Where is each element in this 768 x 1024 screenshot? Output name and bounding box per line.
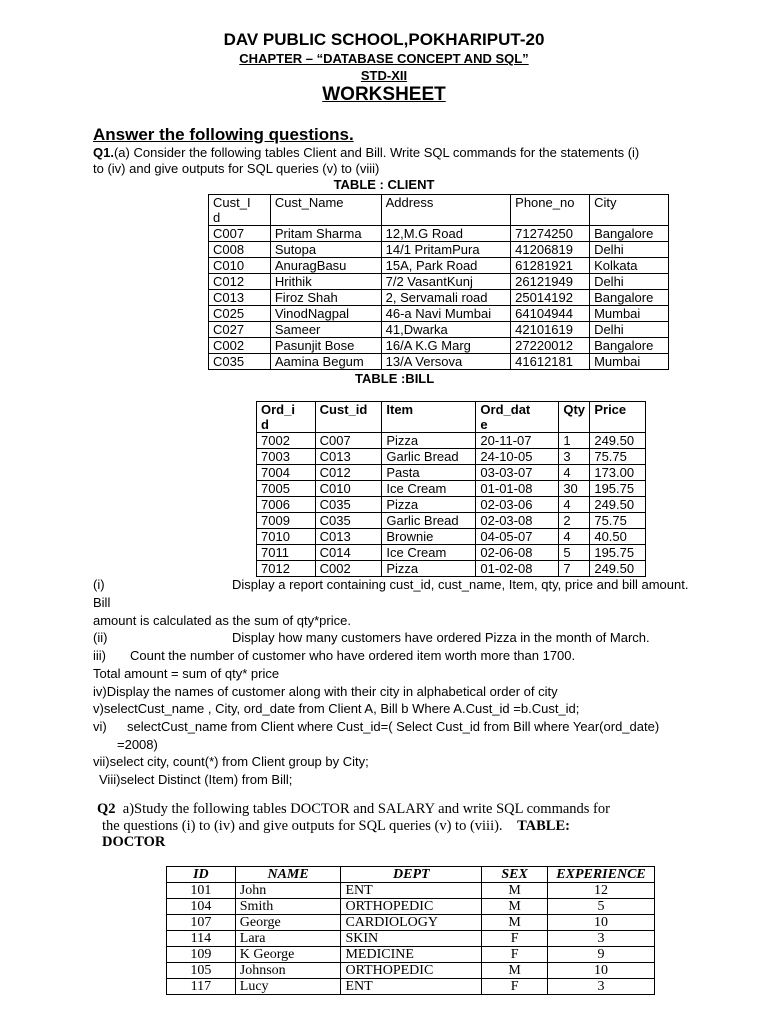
bill-table-cell: 173.00 (590, 465, 646, 481)
bill-table-cell: 249.50 (590, 497, 646, 513)
bill-table-cell: 02-03-06 (476, 497, 559, 513)
q2-table-word: TABLE: (517, 818, 570, 834)
doctor-table-cell: ORTHOPEDIC (341, 899, 482, 915)
q2-intro-cont (102, 818, 570, 835)
client-table-cell: C002 (209, 338, 271, 354)
doctor-table-header-cell: EXPERIENCE (548, 867, 655, 883)
q1-intro (93, 145, 639, 161)
client-table-body (209, 226, 669, 370)
doctor-table-cell: Lara (235, 931, 341, 947)
bill-table-cell: 249.50 (590, 433, 646, 449)
doctor-table-cell: F (482, 931, 548, 947)
q1-item-ii-text: Display how many customers have ordered Pizza in the month of March. (232, 630, 650, 645)
client-table-cell: Pritam Sharma (270, 226, 381, 242)
bill-table-cell: 04-05-07 (476, 529, 559, 545)
bill-table-cell: C007 (315, 433, 382, 449)
bill-table-cell: 249.50 (590, 561, 646, 577)
client-table-cell: 16/A K.G Marg (381, 338, 511, 354)
doctor-table-cell: K George (235, 947, 341, 963)
bill-table-cell: 4 (559, 497, 590, 513)
q2-intro (97, 801, 610, 818)
doctor-table-cell: 12 (548, 883, 655, 899)
doctor-table-cell: M (482, 915, 548, 931)
bill-table-cell: C010 (315, 481, 382, 497)
q2-line2: the questions (i) to (iv) and give outputs for SQL queries (v) to (viii). (102, 818, 503, 834)
client-table-row (209, 242, 669, 258)
q1-item-v: v)selectCust_name , City, ord_date from Client A, Bill b Where A.Cust_id =b.Cust_id; (93, 701, 580, 716)
q1-item-i (93, 577, 689, 593)
bill-table-cell: 02-06-08 (476, 545, 559, 561)
q1-item-ii-num: (ii) (93, 630, 108, 645)
doctor-table-cell: M (482, 899, 548, 915)
bill-table-cell: Pizza (382, 433, 476, 449)
q1-item-i-text: Display a report containing cust_id, cust_name, Item, qty, price and bill amount. (232, 577, 689, 592)
bill-table (256, 401, 646, 577)
client-table-cell: 41,Dwarka (381, 322, 511, 338)
bill-table-header-cell: Item (382, 402, 476, 433)
doctor-table-cell: 9 (548, 947, 655, 963)
doctor-table-cell: Johnson (235, 963, 341, 979)
bill-table-cell: 02-03-08 (476, 513, 559, 529)
client-table-cell: Delhi (590, 242, 669, 258)
client-table-row (209, 354, 669, 370)
client-table-cell: 2, Servamali road (381, 290, 511, 306)
q2-line1: a)Study the following tables DOCTOR and SALARY and write SQL commands for (122, 801, 610, 817)
bill-table-cell: 7005 (257, 481, 316, 497)
bill-table-cell: 40.50 (590, 529, 646, 545)
q1-item-vi-text: selectCust_name from Client where Cust_id=( Select Cust_id from Bill where Year(ord_date) (127, 719, 660, 734)
doctor-header-row (167, 867, 655, 883)
doctor-table-cell: 104 (167, 899, 236, 915)
bill-table-row (257, 545, 646, 561)
client-table-cell: Sameer (270, 322, 381, 338)
doctor-table-cell: 114 (167, 931, 236, 947)
bill-table-cell: 20-11-07 (476, 433, 559, 449)
client-table-cell: C013 (209, 290, 271, 306)
doctor-table-cell: ENT (341, 883, 482, 899)
bill-table-header-cell: Ord_dat e (476, 402, 559, 433)
client-table-cell: 27220012 (511, 338, 590, 354)
client-table-cell: Bangalore (590, 338, 669, 354)
client-table-cell: C010 (209, 258, 271, 274)
bill-table-cell: C013 (315, 449, 382, 465)
bill-table-row (257, 433, 646, 449)
client-table-cell: Delhi (590, 274, 669, 290)
bill-table-cell: 7010 (257, 529, 316, 545)
bill-table-cell: 24-10-05 (476, 449, 559, 465)
std-label: STD-XII (360, 68, 408, 83)
q1-item-iii (93, 648, 576, 664)
doctor-table-row (167, 947, 655, 963)
bill-table-row (257, 497, 646, 513)
q1-item-vi-num: vi) (93, 719, 107, 734)
client-table-cell: 25014192 (511, 290, 590, 306)
bill-table-cell: Brownie (382, 529, 476, 545)
bill-table-cell: Garlic Bread (382, 449, 476, 465)
client-table-cell: 14/1 PritamPura (381, 242, 511, 258)
client-table-header-cell: Address (381, 195, 511, 226)
q1-item-ii (93, 630, 650, 646)
doctor-table-cell: 10 (548, 963, 655, 979)
bill-table-cell: 03-03-07 (476, 465, 559, 481)
client-table-row (209, 274, 669, 290)
bill-table-cell: 7011 (257, 545, 316, 561)
client-table-cell: C027 (209, 322, 271, 338)
bill-table-cell: Ice Cream (382, 545, 476, 561)
q1-label: Q1. (93, 145, 114, 160)
client-table-row (209, 258, 669, 274)
bill-table-cell: 7006 (257, 497, 316, 513)
client-table-row (209, 290, 669, 306)
bill-table-cell: Ice Cream (382, 481, 476, 497)
bill-table-cell: 7002 (257, 433, 316, 449)
doctor-table-cell: 107 (167, 915, 236, 931)
bill-table-cell: 4 (559, 465, 590, 481)
bill-table-cell: 75.75 (590, 449, 646, 465)
client-header-row (209, 195, 669, 226)
bill-table-cell: C013 (315, 529, 382, 545)
client-table-cell: 12,M.G Road (381, 226, 511, 242)
q1-item-iv: iv)Display the names of customer along with their city in alphabetical order of city (93, 684, 558, 699)
bill-table-header-cell: Qty (559, 402, 590, 433)
client-table-row (209, 322, 669, 338)
client-table-cell: Delhi (590, 322, 669, 338)
doctor-table-cell: 109 (167, 947, 236, 963)
bill-table-cell: 7012 (257, 561, 316, 577)
q1-item-vi (93, 719, 660, 735)
doctor-table-row (167, 931, 655, 947)
doctor-table-cell: 3 (548, 931, 655, 947)
bill-table-cell: 195.75 (590, 545, 646, 561)
client-table-cell: C025 (209, 306, 271, 322)
client-table-row (209, 338, 669, 354)
client-table-cell: Pasunjit Bose (270, 338, 381, 354)
doctor-table-header-cell: NAME (235, 867, 341, 883)
bill-table-cell: Pizza (382, 497, 476, 513)
q1-line2: to (iv) and give outputs for SQL queries (v) to (viii) (93, 161, 380, 176)
bill-table-cell: 30 (559, 481, 590, 497)
client-table-cell: Kolkata (590, 258, 669, 274)
client-table-header-cell: Cust_I d (209, 195, 271, 226)
doctor-table-cell: ORTHOPEDIC (341, 963, 482, 979)
doctor-table-cell: MEDICINE (341, 947, 482, 963)
bill-table-row (257, 513, 646, 529)
doctor-table-cell: M (482, 883, 548, 899)
client-table-cell: Sutopa (270, 242, 381, 258)
doctor-table-cell: M (482, 963, 548, 979)
doctor-table-row (167, 899, 655, 915)
bill-table-cell: Garlic Bread (382, 513, 476, 529)
bill-header-row (257, 402, 646, 433)
doctor-table-body (167, 883, 655, 995)
client-table-cell: Aamina Begum (270, 354, 381, 370)
client-table-caption: TABLE : CLIENT (333, 177, 435, 192)
q1-item-iii-num: iii) (93, 648, 106, 663)
school-name: DAV PUBLIC SCHOOL,POKHARIPUT-20 (223, 30, 545, 49)
client-table-header-cell: Cust_Name (270, 195, 381, 226)
q1-item-i-cont2: amount is calculated as the sum of qty*price. (93, 613, 351, 628)
bill-table-row (257, 465, 646, 481)
bill-table-cell: Pasta (382, 465, 476, 481)
bill-table-row (257, 529, 646, 545)
client-table (208, 194, 669, 370)
doctor-table-cell: John (235, 883, 341, 899)
q1-item-viii: Viii)select Distinct (Item) from Bill; (99, 772, 293, 787)
bill-table-row (257, 561, 646, 577)
q1-item-i-num: (i) (93, 577, 105, 592)
client-table-cell: 7/2 VasantKunj (381, 274, 511, 290)
client-table-cell: C012 (209, 274, 271, 290)
doctor-table-cell: ENT (341, 979, 482, 995)
q1-item-iii-cont: Total amount = sum of qty* price (93, 666, 280, 681)
client-table-cell: Mumbai (590, 306, 669, 322)
bill-table-cell: 01-01-08 (476, 481, 559, 497)
bill-table-cell: C014 (315, 545, 382, 561)
q1-item-iii-text: Count the number of customer who have ordered item worth more than 1700. (130, 648, 576, 663)
bill-table-cell: 3 (559, 449, 590, 465)
doctor-table-cell: F (482, 947, 548, 963)
doctor-table-row (167, 963, 655, 979)
client-table-row (209, 226, 669, 242)
q1-item-vi-cont: =2008) (117, 737, 158, 752)
doctor-table-cell: 5 (548, 899, 655, 915)
doctor-table-row (167, 883, 655, 899)
bill-table-cell: C002 (315, 561, 382, 577)
doctor-table-header-cell: DEPT (341, 867, 482, 883)
client-table-cell: 42101619 (511, 322, 590, 338)
client-table-cell: 71274250 (511, 226, 590, 242)
bill-table-cell: C035 (315, 513, 382, 529)
client-table-cell: 46-a Navi Mumbai (381, 306, 511, 322)
bill-table-body (257, 433, 646, 577)
client-table-cell: VinodNagpal (270, 306, 381, 322)
doctor-table-cell: 10 (548, 915, 655, 931)
instructions-heading: Answer the following questions. (93, 125, 354, 144)
bill-table-cell: 7003 (257, 449, 316, 465)
client-table-cell: 26121949 (511, 274, 590, 290)
bill-table-cell: Pizza (382, 561, 476, 577)
doctor-table-cell: 101 (167, 883, 236, 899)
doctor-table-header-cell: SEX (482, 867, 548, 883)
client-table-cell: 64104944 (511, 306, 590, 322)
bill-table-cell: C012 (315, 465, 382, 481)
client-table-cell: Bangalore (590, 290, 669, 306)
doctor-table-cell: Lucy (235, 979, 341, 995)
bill-table-cell: 75.75 (590, 513, 646, 529)
doctor-table-cell: 117 (167, 979, 236, 995)
doctor-table-cell: SKIN (341, 931, 482, 947)
client-table-cell: Hrithik (270, 274, 381, 290)
q1-line1: (a) Consider the following tables Client and Bill. Write SQL commands for the statements (i) (113, 145, 640, 160)
bill-table-row (257, 449, 646, 465)
client-table-cell: 13/A Versova (381, 354, 511, 370)
bill-table-cell: 1 (559, 433, 590, 449)
doctor-table-cell: CARDIOLOGY (341, 915, 482, 931)
client-table-cell: AnuragBasu (270, 258, 381, 274)
q1-item-vii: vii)select city, count(*) from Client group by City; (93, 754, 369, 769)
bill-table-cell: 4 (559, 529, 590, 545)
bill-table-cell: 195.75 (590, 481, 646, 497)
bill-table-cell: 7 (559, 561, 590, 577)
doctor-table (166, 866, 655, 995)
client-table-cell: C008 (209, 242, 271, 258)
bill-table-cell: 01-02-08 (476, 561, 559, 577)
client-table-cell: C007 (209, 226, 271, 242)
worksheet-title: WORKSHEET (322, 84, 446, 105)
bill-table-header-cell: Ord_i d (257, 402, 316, 433)
client-table-row (209, 306, 669, 322)
client-table-cell: 15A, Park Road (381, 258, 511, 274)
q1-item-i-cont1: Bill (93, 595, 111, 610)
doctor-table-row (167, 979, 655, 995)
client-table-cell: 41612181 (511, 354, 590, 370)
bill-table-header-cell: Price (590, 402, 646, 433)
q2-label: Q2 (97, 801, 116, 817)
doctor-table-cell: Smith (235, 899, 341, 915)
chapter-title: CHAPTER – “DATABASE CONCEPT AND SQL” (239, 51, 529, 66)
client-table-cell: Firoz Shah (270, 290, 381, 306)
client-table-cell: Bangalore (590, 226, 669, 242)
q2-table-name: DOCTOR (102, 834, 166, 850)
client-table-cell: Mumbai (590, 354, 669, 370)
bill-table-cell: 7004 (257, 465, 316, 481)
doctor-table-header-cell: ID (167, 867, 236, 883)
doctor-table-row (167, 915, 655, 931)
doctor-table-cell: 3 (548, 979, 655, 995)
client-table-header-cell: City (590, 195, 669, 226)
client-table-header-cell: Phone_no (511, 195, 590, 226)
doctor-table-cell: George (235, 915, 341, 931)
bill-table-cell: 7009 (257, 513, 316, 529)
bill-table-row (257, 481, 646, 497)
doctor-table-cell: 105 (167, 963, 236, 979)
bill-table-cell: 2 (559, 513, 590, 529)
client-table-cell: C035 (209, 354, 271, 370)
client-table-cell: 61281921 (511, 258, 590, 274)
bill-table-cell: C035 (315, 497, 382, 513)
bill-table-header-cell: Cust_id (315, 402, 382, 433)
bill-table-cell: 5 (559, 545, 590, 561)
bill-table-caption: TABLE :BILL (355, 371, 435, 386)
doctor-table-cell: F (482, 979, 548, 995)
client-table-cell: 41206819 (511, 242, 590, 258)
